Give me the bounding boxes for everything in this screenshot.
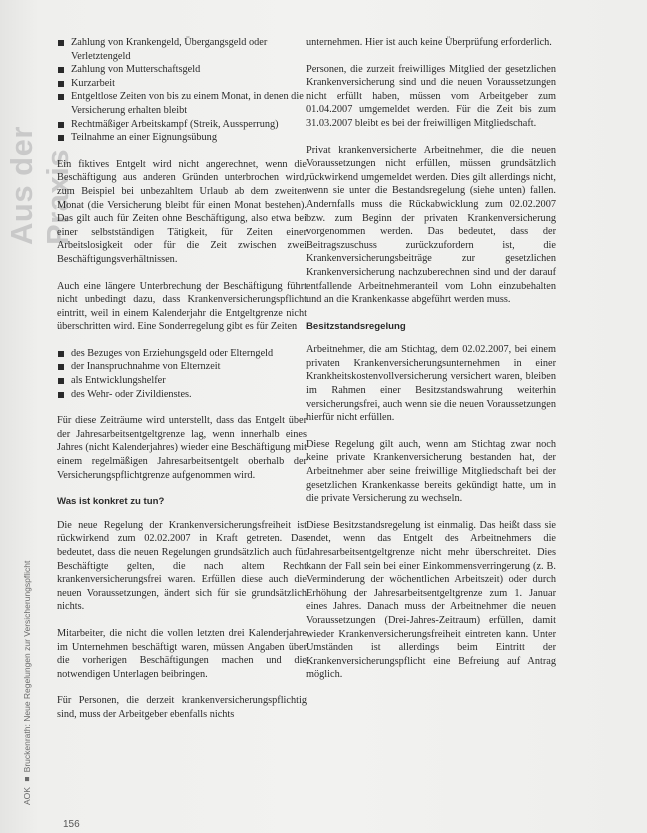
list-item: Entgeltlose Zeiten von bis zu einem Monat, in denen die Versicherung erhalten bleibt	[57, 90, 307, 117]
list-item: des Bezuges von Erziehungsgeld oder Elterngeld	[57, 347, 307, 361]
section-heading: Was ist konkret zu tun?	[57, 496, 165, 508]
paragraph: Privat krankenversicherte Arbeitnehmer, die die neuen Voraussetzungen nicht erfüllen, müssen grundsätzlich rückwirkend umgemeldet werden. Dies gilt allerdings nicht, wenn sie unter die Bestandsregelung (siehe unten) fallen. Andernfalls muss die Rückabwicklung zum 02.02.2007 bzw. zum Beginn der privaten Krankenversicherung vorgenommen werden. Das bedeutet, dass der Beitragszuschuss zurückzufordern ist, die Krankenversicherungsbeiträge zur gesetzlichen Krankenversicherung nachzuberechnen sind und der darauf entfallende Arbeitnehmeranteil vom Lohn einzubehalten und an die Krankenkasse abgeführt werden muss.	[306, 144, 556, 306]
list-item: Teilnahme an einer Eignungsübung	[57, 131, 307, 145]
paragraph: unternehmen. Hier ist auch keine Überprüfung erforderlich.	[306, 37, 552, 48]
bullet-list-interruptions	[57, 36, 307, 145]
list-item: Rechtmäßiger Arbeitskampf (Streik, Aussperrung)	[57, 118, 307, 132]
paragraph: Die neue Regelung der Krankenversicherungsfreiheit ist rückwirkend zum 02.02.2007 in Kraft getreten. Das bedeutet, dass die neuen Regelungen grundsätzlich auch für Beschäftigte gelten, die nach altem Recht krankenversicherungsfrei waren. Erfüllen diese auch die neuen Voraussetzungen, ändert sich für sie grundsätzlich nichts.	[57, 519, 307, 613]
list-item: als Entwicklungshelfer	[57, 374, 307, 388]
paragraph: Diese Besitzstandsregelung ist einmalig. Das heißt dass sie endet, wenn das Entgelt des Arbeitnehmers die Jahresarbeitsentgeltgrenze nicht mehr überschreitet. Dies kann der Fall sein bei einer Einkommensverringerung (z. B. Verminderung der wöchentlichen Arbeitszeit) oder durch Erhöhung der Jahresarbeitsentgeltgrenze zum 1. Januar eines Jahres. Danach muss der Arbeitnehmer die neuen Voraussetzungen (Drei-Jahres-Zeitraum) erfüllen, damit wieder Krankenversicherungsfreiheit eintreten kann. Unter Umständen ist allerdings beim Eintritt der Krankenversicherungspflicht eine Befreiung auf Antrag möglich.	[306, 519, 556, 681]
list-item: Kurzarbeit	[57, 77, 307, 91]
list-item: Zahlung von Mutterschaftsgeld	[57, 63, 307, 77]
paragraph: Ein fiktives Entgelt wird nicht angerechnet, wenn die Beschäftigung aus anderen Gründen unterbrochen wird, zum Beispiel bei unbezahltem Urlaub ab dem zweiten Monat (die Versicherung bleibt für einen Monat bestehen). Das gilt auch für Zeiten ohne Beschäftigung, also etwa bei einer selbstständigen Tätigkeit, für Zeiten einer Arbeitslosigkeit oder für die Zeit zwischen zwei Beschäftigungsverhältnissen.	[57, 158, 307, 265]
left-column	[57, 36, 307, 735]
paragraph: Arbeitnehmer, die am Stichtag, dem 02.02.2007, bei einem privaten Krankenversicherungsunternehmen in einer Krankheitskostenvollversicherung versichert waren, bleiben im Rahmen einer Besitzstandswahrung weiterhin versicherungsfrei, auch wenn sie die neuen Voraussetzungen hierfür nicht erfüllen.	[306, 344, 556, 424]
paragraph: Für diese Zeiträume wird unterstellt, dass das Entgelt über der Jahresarbeitsentgeltgrenze lag, wenn innerhalb eines Jahres (nicht Kalenderjahres) wieder eine Beschäftigung mit einem regelmäßigen Jahresarbeitsentgelt oberhalb der Versicherungspflichtgrenze aufgenommen wird.	[57, 415, 307, 481]
paragraph: Mitarbeiter, die nicht die vollen letzten drei Kalenderjahre im Unternehmen beschäftigt waren, müssen Angaben über die vorherigen Beschäftigungen machen und die notwendigen Unterlagen beibringen.	[57, 627, 307, 680]
right-column	[306, 36, 556, 695]
list-item: der Inanspruchnahme von Elternzeit	[57, 360, 307, 374]
bullet-list-special-periods	[57, 347, 307, 401]
section-side-title: Aus der Praxis	[4, 126, 75, 245]
paragraph: Für Personen, die derzeit krankenversicherungspflichtig sind, muss der Arbeitgeber ebenfalls nichts	[57, 695, 307, 720]
page-number: 156	[63, 819, 80, 830]
paragraph: Diese Regelung gilt auch, wenn am Stichtag zwar noch keine private Krankenversicherung bestanden hat, der Arbeitnehmer aber seine freiwillige Mitgliedschaft bei der gesetzlichen Krankenkasse bereits gekündigt hatte, um in die private Versicherung zu wechseln.	[306, 438, 556, 505]
paragraph: Auch eine längere Unterbrechung der Beschäftigung führt nicht unbedingt dazu, dass Krankenversicherungspflicht eintritt, weil in einem Kalenderjahr die Entgeltgrenze nicht überschritten wird. Eine Sonderregelung gibt es für Zeiten	[57, 280, 307, 333]
list-item: Zahlung von Krankengeld, Übergangsgeld oder Verletztengeld	[57, 36, 307, 63]
list-item: des Wehr- oder Zivildienstes.	[57, 388, 307, 402]
section-heading: Besitzstandsregelung	[306, 320, 406, 332]
side-publication-meta: AOK ■ Bruckenrath: Neue Regelungen zur Versicherungspflicht	[22, 560, 32, 805]
paragraph: Personen, die zurzeit freiwilliges Mitglied der gesetzlichen Krankenversicherung sind und die neuen Voraussetzungen nicht erfüllt haben, müssen vom Arbeitgeber zum 01.04.2007 umgemeldet werden. Für die Zeit bis zum 31.03.2007 bleibt es bei der freiwilligen Mitgliedschaft.	[306, 63, 556, 129]
